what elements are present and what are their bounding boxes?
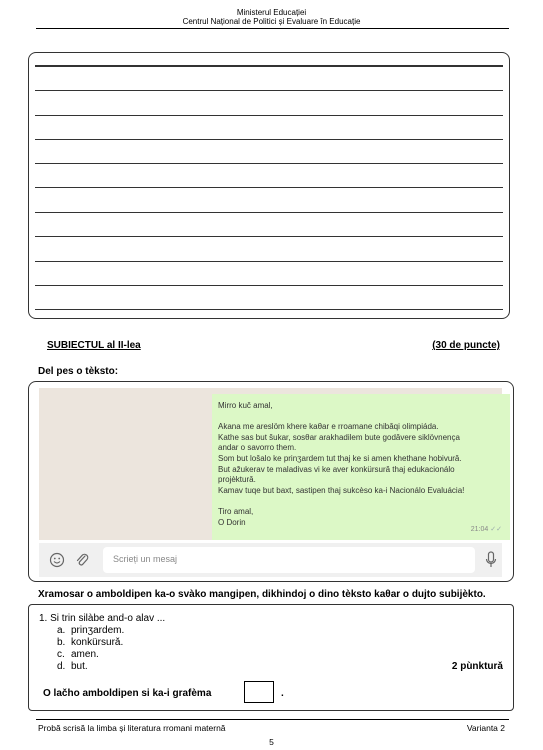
header-center: Centrul Național de Politici și Evaluare în Educație xyxy=(182,17,361,26)
message-line: Kamav tuqe but baxt, sastipen thaj sukcèso ka-i Nacionálo Evaluácia! xyxy=(218,485,465,495)
option-text: prinʒardem. xyxy=(71,625,125,636)
option-b[interactable] xyxy=(57,637,123,648)
message-line: Tiro amal, xyxy=(218,506,254,516)
message-line: Akana me areslöm khere kaθar e rroamane chibǎqi olimpiáda. xyxy=(218,422,439,432)
message-bubble xyxy=(212,394,510,540)
message-line: But ažukerav te maladivas vi ke aver konkürsurǎ thaj edukacionálo xyxy=(218,464,455,474)
message-line: Kathe sas but šukar, sosθar arakhadilem bute godǎvere siklövnença xyxy=(218,432,460,442)
exercise-box xyxy=(28,604,514,711)
emoji-icon[interactable] xyxy=(49,552,65,568)
message-time xyxy=(471,525,502,536)
writing-line xyxy=(35,90,503,91)
writing-line xyxy=(35,65,503,67)
option-letter: a. xyxy=(57,625,66,636)
footer-right: Varianta 2 xyxy=(466,723,505,733)
question-points: 2 pùnkturǎ xyxy=(451,661,503,672)
double-check-icon: ✓✓ xyxy=(490,526,502,534)
footer-divider xyxy=(36,719,509,720)
subject-points: (30 de puncte) xyxy=(432,340,500,351)
chat-input-bar xyxy=(39,543,502,577)
message-time-label: 21:04 xyxy=(470,526,489,534)
message-line: Som but lošalo ke prinʒardem tut thaj ke si amen khethane hobivurǎ. xyxy=(218,453,462,463)
option-letter: c. xyxy=(57,649,65,660)
option-letter: b. xyxy=(57,637,66,648)
message-line: Mirro kuč amal, xyxy=(218,401,273,410)
microphone-icon[interactable] xyxy=(485,551,497,569)
message-text xyxy=(218,401,504,528)
header-divider xyxy=(36,28,509,29)
option-text: but. xyxy=(71,661,88,672)
option-text: amen. xyxy=(71,649,99,660)
option-a[interactable] xyxy=(57,625,124,636)
message-line xyxy=(218,496,504,507)
read-instruction: Del pes o tèksto: xyxy=(38,366,119,377)
writing-line xyxy=(35,212,503,213)
message-line: projèkturǎ. xyxy=(218,475,256,485)
option-text: konkürsurǎ. xyxy=(71,637,124,648)
header-ministry: Ministerul Educației xyxy=(236,8,307,17)
message-line: O Dorin xyxy=(218,517,246,527)
message-line: andar o savorro them. xyxy=(218,443,297,453)
writing-line xyxy=(35,285,503,286)
chat-background xyxy=(39,388,502,540)
footer-left: Probă scrisă la limba și literatura rromani maternă xyxy=(38,723,226,733)
task-instruction: Xramosar o amboldipen ka-o svàko mangipen, dikhindoj o dino tèksto kaθar o dujto subijèkto. xyxy=(38,589,486,600)
message-line xyxy=(218,412,504,423)
writing-line xyxy=(35,236,503,237)
option-d[interactable] xyxy=(57,661,88,672)
writing-area[interactable] xyxy=(28,52,510,319)
chat-screenshot xyxy=(28,381,514,582)
writing-line xyxy=(35,261,503,262)
writing-line xyxy=(35,309,503,310)
answer-label: O lačho amboldipen si ka-i grafèma xyxy=(43,688,212,699)
attach-icon[interactable] xyxy=(75,552,89,568)
subject-title: SUBIECTUL al II-lea xyxy=(47,340,141,351)
option-c[interactable] xyxy=(57,649,99,660)
writing-line xyxy=(35,187,503,188)
answer-end: . xyxy=(281,688,284,699)
writing-line xyxy=(35,115,503,116)
question-text: 1. Si trin silàbe and-o alav ... xyxy=(39,613,166,624)
writing-line xyxy=(35,139,503,140)
answer-box[interactable] xyxy=(244,681,274,703)
message-input-placeholder: Scrieți un mesaj xyxy=(113,554,178,564)
message-input[interactable] xyxy=(103,547,475,573)
page-number: 5 xyxy=(269,737,274,747)
option-letter: d. xyxy=(57,661,66,672)
writing-line xyxy=(35,163,503,164)
